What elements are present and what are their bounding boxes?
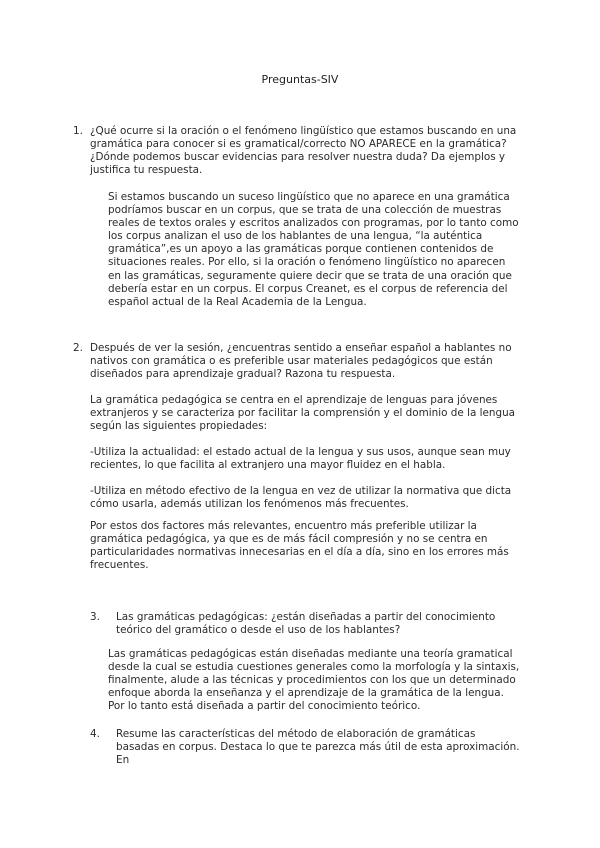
- answer-1: Si estamos buscando un suceso lingüístico que no aparece en una gramática podríamos buscar en un corpus, que se trata de una colección de muestras reales de textos orales y escritos analizados con programas, por lo tanto como los corpus analizan el uso de los hablantes de una lengua, “la auténtica gramática”,es un apoyo a las gramáticas porque contienen contenidos de situaciones reales. Por ello, si la oración o fenómeno lingüístico no aparecen en las gramáticas, seguramente quiere decir que se trata de una oración que debería estar en un corpus. El corpus Creanet, es el corpus de referencia del español actual de la Real Academia de la Lengua.: [108, 191, 519, 308]
- question-text: Resume las características del método de elaboración de gramáticas basadas en corpus. Destaca lo que te parezca más útil de esta aproximación. En: [116, 728, 520, 767]
- question-text: ¿Qué ocurre si la oración o el fenómeno lingüístico que estamos buscando en una gramática para conocer si es gramatical/correcto NO APARECE en la gramática? ¿Dónde podemos buscar evidencias para resolver nuestra duda? Da ejemplos y justifica tu respuesta.: [90, 125, 517, 177]
- question-2: [73, 342, 520, 381]
- answer-2-property-1: -Utiliza la actualidad: el estado actual de la lengua y sus usos, aunque sean muy recientes, lo que facilita al extranjero una mayor fluidez en el habla.: [90, 446, 511, 472]
- question-4: [90, 728, 520, 767]
- answer-2-conclusion: Por estos dos factores más relevantes, encuentro más preferible utilizar la gramática pedagógica, ya que es de más fácil compresión y no se centra en particularidades normativas innecesarias en el día a día, sino en los errores más frecuentes.: [90, 520, 509, 572]
- question-text: Las gramáticas pedagógicas: ¿están diseñadas a partir del conocimiento teórico del gramático o desde el uso de los hablantes?: [116, 611, 496, 637]
- question-number: 3.: [90, 611, 100, 623]
- question-number: 4.: [90, 728, 100, 740]
- document-title: Preguntas-SIV: [261, 73, 339, 86]
- question-text: Después de ver la sesión, ¿encuentras sentido a enseñar español a hablantes no nativos con gramática o es preferible usar materiales pedagógicos que están diseñados para aprendizaje gradual? Razona tu respuesta.: [90, 342, 512, 381]
- answer-3: Las gramáticas pedagógicas están diseñadas mediante una teoría gramatical desde la cual se estudia cuestiones generales como la morfología y la sintaxis, finalmente, alude a las técnicas y procedimientos con los que un determinado enfoque aborda la enseñanza y el aprendizaje de la gramática de la lengua. Por lo tanto está diseñada a partir del conocimiento teórico.: [108, 648, 520, 713]
- answer-2-intro: La gramática pedagógica se centra en el aprendizaje de lenguas para jóvenes extranjeros y se caracteriza por facilitar la comprensión y el dominio de la lengua según las siguientes propiedades:: [90, 394, 516, 433]
- question-3: [90, 611, 520, 637]
- answer-2-property-2: -Utiliza en método efectivo de la lengua en vez de utilizar la normativa que dicta cómo usarla, además utilizan los fenómenos más frecuentes.: [90, 485, 512, 511]
- question-1: [73, 125, 520, 177]
- question-number: 1.: [73, 125, 83, 137]
- question-number: 2.: [73, 342, 83, 354]
